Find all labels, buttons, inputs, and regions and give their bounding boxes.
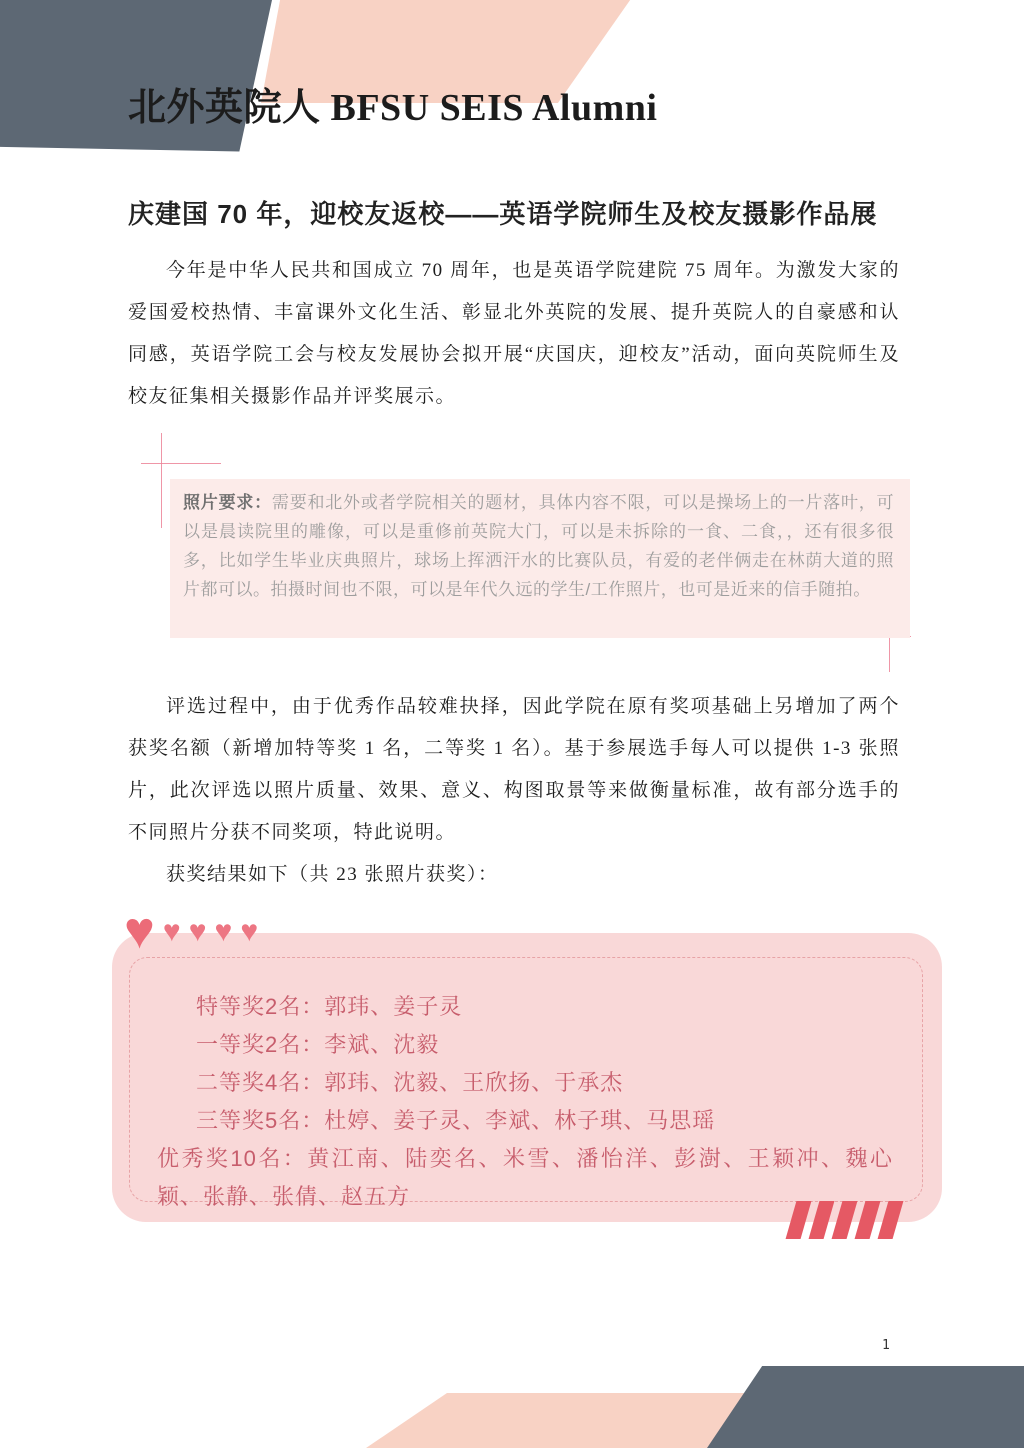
award-line-excellence-prize: 优秀奖10名：黄江南、陆奕名、米雪、潘怡洋、彭澍、王颖冲、魏心颖、张静、张倩、赵五方 — [157, 1146, 893, 1209]
heart-icon: ♥ — [214, 915, 233, 948]
paragraph-intro: 今年是中华人民共和国成立 70 周年，也是英语学院建院 75 周年。为激发大家的爱国爱校热情、丰富课外文化生活、彰显北外英院的发展、提升英院人的自豪感和认同感，英语学院工会与校友发展协会拟开展“庆国庆，迎校友”活动，面向英院师生及校友征集相关摄影作品并评奖展示。 — [128, 260, 900, 407]
award-line-third-prize: 三等奖5名：杜婷、姜子灵、李斌、林子琪、马思瑶 — [196, 1108, 716, 1133]
paragraph-selection: 评选过程中，由于优秀作品较难抉择，因此学院在原有奖项基础上另增加了两个获奖名额（新增加特等奖 1 名，二等奖 1 名）。基于参展选手每人可以提供 1-3 张照片，此次评选以照片质量、效果、意义、构图取景等来做衡量标准，故有部分选手的不同照片分获不同奖项，特此说明。 — [128, 696, 900, 843]
page-number: 1 — [882, 1338, 890, 1353]
masthead-title: 北外英院人 BFSU SEIS Alumni — [128, 87, 658, 129]
crop-mark-top-left-vertical — [161, 433, 162, 528]
stripe-shape — [855, 1201, 881, 1239]
photo-requirements-box — [170, 479, 910, 638]
heart-icon: ♥ — [240, 915, 259, 948]
award-line-special-prize: 特等奖2名：郭玮、姜子灵 — [196, 994, 463, 1019]
stripe-shape — [832, 1201, 858, 1239]
award-line-second-prize: 二等奖4名：郭玮、沈毅、王欣扬、于承杰 — [196, 1070, 624, 1095]
article-title: 庆建国 70 年，迎校友返校——英语学院师生及校友摄影作品展 — [128, 199, 878, 229]
bottom-right-slate-shape — [707, 1366, 1024, 1448]
heart-icon: ♥ — [162, 915, 181, 948]
award-line-first-prize: 一等奖2名：李斌、沈毅 — [196, 1032, 440, 1057]
photo-requirements-text: 需要和北外或者学院相关的题材，具体内容不限，可以是操场上的一片落叶，可以是晨读院里的雕像，可以是重修前英院大门，可以是未拆除的一食、二食，，还有很多很多，比如学生毕业庆典照片，球场上挥洒汗水的比赛队员，有爱的老伴俩走在林荫大道的照片都可以。拍摄时间也不限，可以是年代久远的学生/工作照片，也可是近来的信手随拍。 — [183, 493, 895, 599]
photo-requirements-label: 照片要求： — [183, 493, 272, 512]
stripe-shape — [809, 1201, 835, 1239]
heart-icon: ♥ — [124, 903, 155, 960]
paragraph-results-intro: 获奖结果如下（共 23 张照片获奖）： — [166, 864, 499, 885]
awards-list — [157, 988, 893, 1216]
hearts-decoration — [124, 903, 259, 960]
crop-mark-top-left-horizontal — [141, 463, 221, 464]
heart-icon: ♥ — [188, 915, 207, 948]
red-stripes-decoration — [791, 1201, 898, 1239]
